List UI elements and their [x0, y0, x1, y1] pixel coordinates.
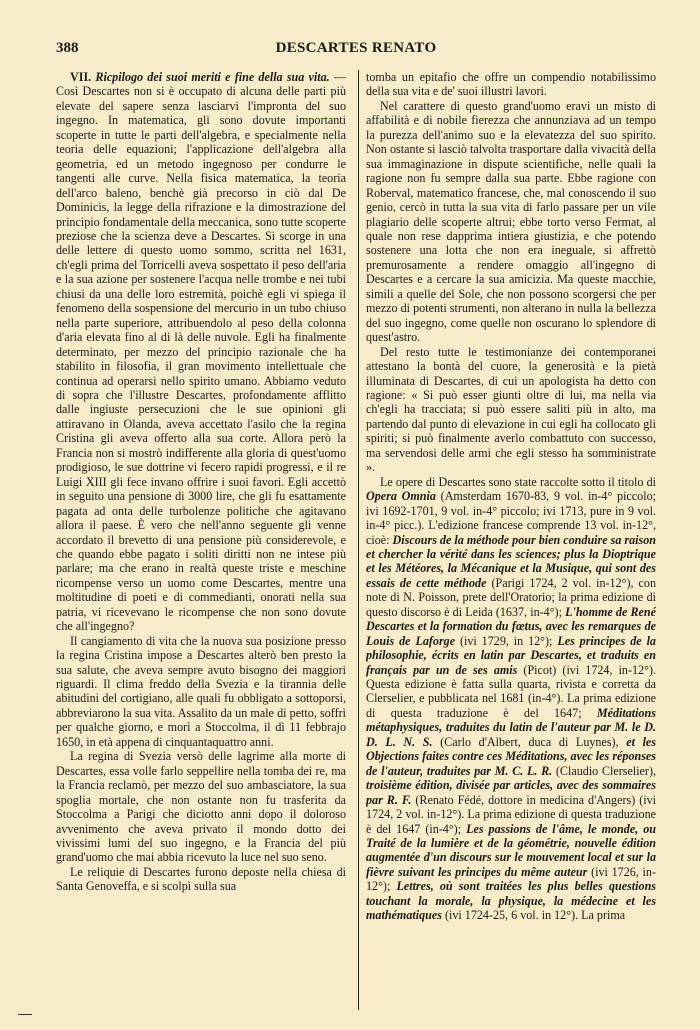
margin-mark [18, 1014, 32, 1015]
page-header [56, 40, 656, 62]
work-title: Lettres, où sont traitées les plus belles questions touchant la morale, la physique, la médecine et les mathématiques [366, 879, 656, 923]
work-title: troisième édition, divisée par articles, avec des sommaires par R. F. [366, 778, 656, 807]
works-text: Le opere di Descartes sono state raccolte sotto il titolo di [380, 474, 656, 489]
works-text: (ivi 1724-25, 6 vol. in 12°). La prima [441, 908, 626, 923]
work-title: L'homme de René Descartes et la formation du fœtus, avec les remarques de Louis de Laforge [366, 604, 656, 648]
paragraph-testimonies: Del resto tutte le testimonianze dei contemporanei attestano la bontà del cuore, la generosità e la pietà illuminata di Descartes, di cui un apologista ha detto con ragione: « Si può esser giunti oltre di lui, ma nella via ch'egli ha tracciata; si può essere saliti più in alto, ma partendo dal punto di elevazione in cui egli ha collocato gli spiriti; si può finalmente averlo combattuto con successo, ma servendosi delle armi che egli stesso ha somministrate ». [366, 344, 656, 475]
paragraph-queen-of-sweden: La regina di Svezia versò delle lagrime alla morte di Descartes, essa volle farlo seppellire nella tomba dei re, ma la Francia reclamò, per mezzo del suo ambasciatore, la sua spoglia mortale, che non ostante non fu trasferita da Stoccolma a Parigi che diciotto anni dopo il doloroso avvenimento che aveva privato il mondo dotto dei vivissimi lumi del suo ingegno, e la Francia del più grand'uomo che mai abbia ricevuto la luce nel suo seno. [56, 749, 346, 865]
paragraph-text: — Così Descartes non si è occupato di alcuna delle parti più elevate del sapere senza lasciarvi l'impronta del suo ingegno. In matematica, gli sono dovute importanti scoperte in tutte le parti dell'algebra, e specialmente nella teoria delle equazioni; l'applicazione dell'algebra alla geometria, ed un metodo ingegnoso per condurre le tangenti alle curve. Nella fisica matematica, la teoria dell'arco baleno, benchè già precorso in ciò dal De Dominicis, la legge della rifrazione e la dimostrazione del principio fondamentale della meccanica, sono tutte scoperte preziose che la scienza deve a Descartes. Si scorge in una delle lettere di questo uomo sommo, scritta nel 1631, ch'egli prima del Torricelli aveva sospettato il peso dell'aria e la sua azione per sostenere l'acqua nelle trombe e nei tubi chiusi da una delle loro estremità, poichè egli vi spiega il fenomeno della sospensione del mercurio in un tubo chiuso nella parte superiore, attribuendolo al peso della colonna d'aria elevata fino al di là delle nuvole. Egli ha finalmente determinato, per mezzo del principio razionale che ha stabilito in filosofia, il gran movimento intellettuale che continua ad operarsi nello spirito umano. Abbiamo veduto di sopra che l'illustre Descartes, profondamente afflitto dalle ingiuste persecuzioni che le sue opinioni gli attiravano in Olanda, aveva accettato l'asilo che la regina Cristina gli aveva offerto alla sua corte. Allora però la Francia non si mostrò indifferente alla gloria di quest'uomo prodigioso, le sue dottrine vi fecero rapidi progressi, e il re Luigi XIII gli fece invano offrire i suoi favori. Egli accettò in seguito una pensione di 3000 lire, che gli fu esattamente pagata ad onta delle turbolenze politiche che agitavano allora il paese. È vero che nell'anno seguente gli venne accordato il brevetto di una pensione più considerevole, e che quando ebbe pagato i soliti diritti non ne intese più parlare; ma che erano in realtà queste triste e meschine ricompense verso un uomo come Descartes, mentre una moltitudine di poeti e di commedianti, onorati nella sua patria, vi ricevevano le ricompense che non sono dovute che all'ingegno? [56, 70, 346, 634]
section-number: VII. [70, 70, 92, 84]
section-title: Ricpilogo dei suoi meriti e fine della sua vita. [95, 70, 330, 84]
work-title: et les Objections faites contre ces Méditations, avec les réponses de l'auteur, traduites par M. C. L. R. [366, 734, 656, 778]
work-title: Opera Omnia [366, 489, 436, 504]
work-title: Discours de la méthode pour bien conduire sa raison et chercher la vérité dans les sciences; plus la Dioptrique et les Météores, la Mécanique et la Musique, qui sont des essais de cette méthode [366, 532, 656, 590]
paragraph-relics: Le reliquie di Descartes furono deposte nella chiesa di Santa Genoveffa, e si scolpì sulla sua [56, 864, 346, 894]
text-columns [56, 70, 656, 1020]
works-text: (Parigi 1724, 2 vol. in-12°), con note di N. Poisson, prete dell'Oratorio; la prima edizione di questo discorso è di Leida (1637, in-4°); [366, 575, 656, 619]
works-text: (ivi 1729, in 12°); [455, 633, 558, 648]
works-text: (Amsterdam 1670-83, 9 vol. in-4° piccolo; ivi 1692-1701, 9 vol. in-4° piccolo; ivi 1713, pure in 9 vol. in-4° picc.). L'edizione francese comprende 13 vol. in-12°, cioè: [366, 489, 656, 547]
works-text: (ivi 1726, in-12°); [366, 864, 656, 894]
running-title: DESCARTES RENATO [275, 40, 437, 56]
work-title: Les passions de l'âme, le monde, ou Traité de la lumière et de la géométrie, nouvelle édition augmentée d'un discours sur le mouvement local et sur la fièvre suivant les principes du même auteur [366, 821, 656, 879]
page-number: 388 [56, 40, 79, 56]
paragraph-epitaph: tomba un epitafio che offre un compendio notabilissimo della sua vita e de' suoi illustri lavori. [366, 70, 656, 99]
works-text: (Picot) (ivi 1724, in-12°). Questa edizione è fatta sulla quarta, rivista e corretta da Clerselier, e pubblicata nel 1681 (in-4°). La prima edizione di questa traduzione è del 1647; [366, 662, 656, 720]
left-column [56, 70, 346, 1020]
works-text: (Claudio Clerselier), [552, 763, 656, 778]
works-text: (Renato Fédé, dottore in medicina d'Angers) (ivi 1724, 2 vol. in-12°). La prima edizione di questa traduzione è del 1647 (in-4°); [366, 792, 656, 836]
paragraph-works [366, 475, 656, 923]
paragraph-character: Nel carattere di questo grand'uomo eravi un misto di affabilità e di nobile fierezza che annunziava ad un tempo la purezza dell'animo suo e la elevatezza del suo spirito. Non ostante si lasciò talvolta trasportare dalla vivacità della sua immaginazione in dispute scientifiche, nelle quali la ragione non fu sempre dalla sua parte. Ebbe ragione con Roberval, matematico francese, che, mal conoscendo il suo genio, cercò in tutta la sua vita di farlo passare per un vile plagiario delle scoperte altrui; ebbe torto verso Fermat, al quale non rese dapprima intiera giustizia, e che potendo sostenere una lotta che non era ineguale, si affrettò premurosamente a rendere omaggio all'ingegno di Descartes e a cercare la sua amicizia. Ma queste macchie, simili a quelle del Sole, che non possono scorgersi che per mezzo di potenti strumenti, non alterano in nulla la bellezza del suo ingegno, come quelle non oscurano lo splendore di quest'astro. [366, 98, 656, 345]
paragraph-section-vii [56, 70, 346, 634]
paragraph-change-of-life: Il cangiamento di vita che la nuova sua posizione presso la regina Cristina impose a Descartes alterò ben presto la sua salute, che aveva sempre avuto bisogno dei maggiori riguardi. Il clima freddo della Svezia e la tirannia delle abitudini del cortigiano, alle quali fu obbligato a sottoporsi, abbreviarono la sua vita. Assalito da un male di petto, soffrì per qualche giorno, e morì a Stoccolma, il dì 11 febbrajo 1650, in età appena di cinquantaquattro anni. [56, 633, 346, 749]
work-title: Les principes de la philosophie, écrits en latin par Descartes, et traduits en français par un de ses amis [366, 633, 656, 677]
work-title: Méditations métaphysiques, traduites du latin de l'auteur par M. le D. D. L. N. S. [366, 705, 656, 749]
right-column [366, 70, 656, 1020]
works-text: (Carlo d'Albert, duca di Luynes), [432, 734, 627, 749]
